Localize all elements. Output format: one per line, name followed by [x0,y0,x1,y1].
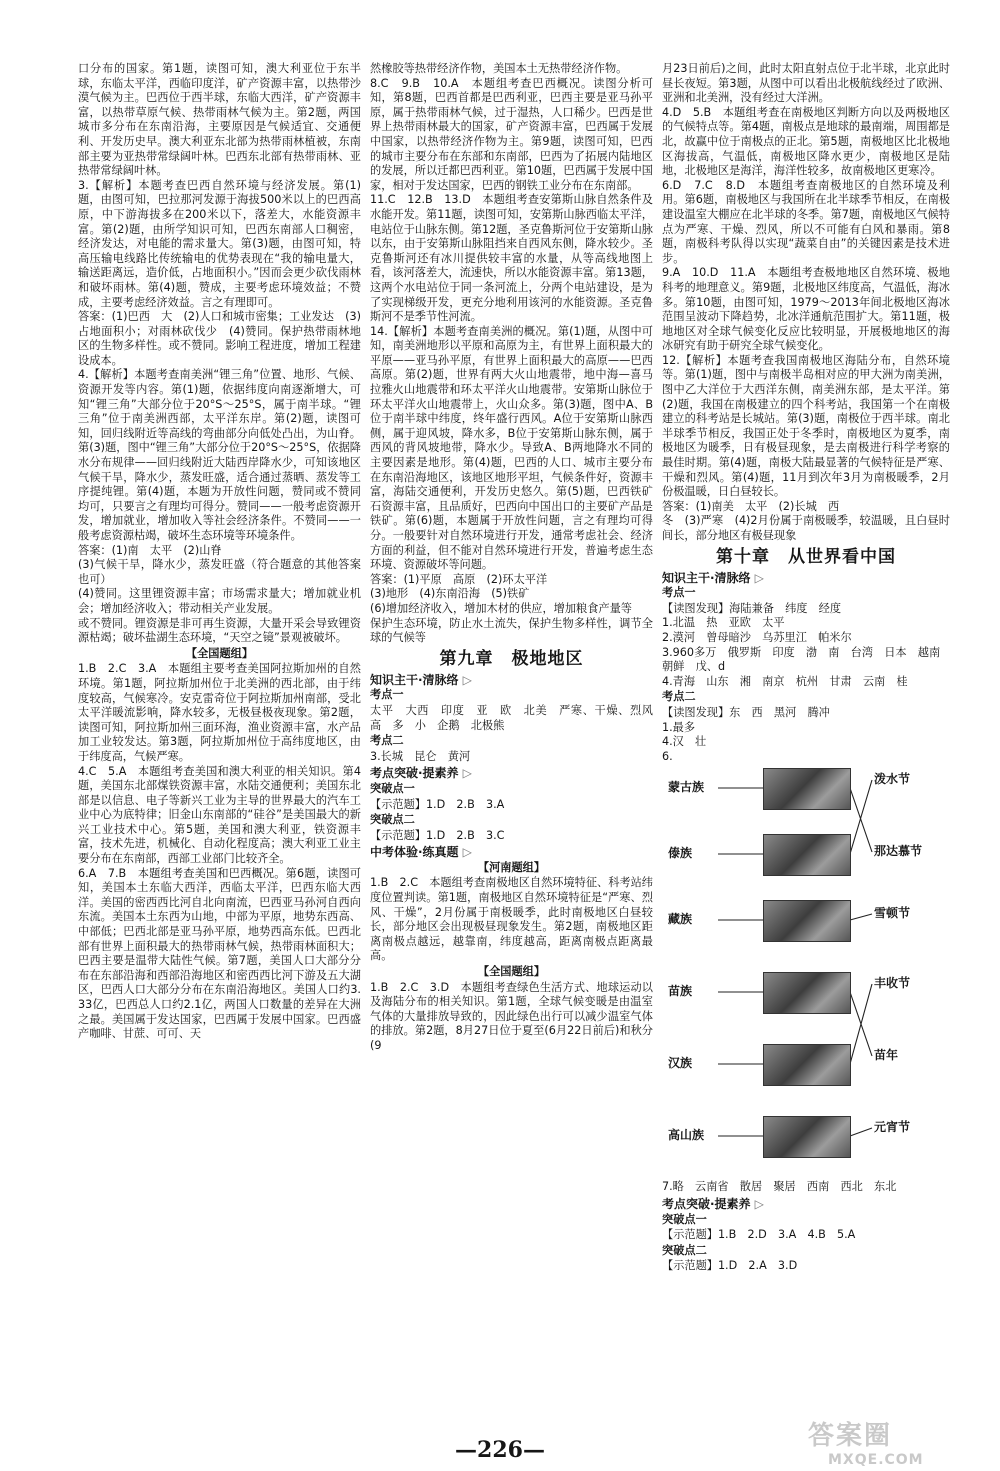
festival-photo [763,972,851,1014]
festival-label: 丰收节 [874,976,911,991]
ethnic-group-label: 高山族 [668,1128,705,1143]
arrow-icon: ▷ [462,845,472,860]
answer-paragraph: 或不赞同。锂资源是非可再生资源，大量开采会导致锂资源枯竭；破坏盐湖生态环境，“天空之镜”景观被破坏。 [78,616,361,645]
answer-paragraph: 8.C 9.B 10.A 本题组考查巴西概况。读图分析可知，第8题，巴西首都是巴西利亚，巴西主要是亚马孙平原，属于热带雨林气候，过于湿热，人口稀少。巴西是世界上热带雨林最大的国家，矿产资源丰富，巴西属于发展中国家，以热带经济作物为主。第9题，读图可知，巴西的城市主要分布在东部和东南部，巴西为了拓展内陆地区的发展，所以迁都巴西利亚。第10题，巴西属于发展中国家，相对于发达国家，巴西的钢铁工业分布在东南部。 [370,76,653,192]
festival-label: 雪顿节 [874,906,911,921]
kaodian-1-lines [662,602,950,690]
tupo-1-answer: 【示范题】1.B 2.D 3.A 4.B 5.A [662,1228,856,1242]
answer-paragraph: 14.【解析】本题考查南美洲的概况。第(1)题，从图中可知，南美洲地形以平原和高原为主，有世界上面积最大的平原——亚马孙平原，有世界上面积最大的高原——巴西高原。第(2)题，世界有两大火山地震带，地中海—喜马拉雅火山地震带和环太平洋火山地震带。安第斯山脉位于环太平洋火山地震带上，火山众多。第(3)题，图中A、B位于南半球中纬度，终年盛行西风。A位于安第斯山脉西侧，属于迎风坡，降水多，B位于安第斯山脉东侧，属于西风的背风坡地带，降水少。导致A、B两地降水不同的主要因素是地形。第(4)题，巴西的人口、城市主要分布在东南沿海地区，该地区地形平坦，气候条件好，资源丰富，海陆交通便利，开发历史悠久。第(5)题，巴西铁矿石资源丰富，且品质好，巴西向中国出口的主要矿产品是铁矿。第(6)题，本题属于开放性问题，言之有理均可得分。一般要针对自然环境进行开发，通常考虑社会、经济方面的利益，但不能对自然环境进行开发，普遍考虑生态环境、资源破坏等问题。 [370,324,653,572]
chapter-10-title: 第十章 从世界看中国 [716,546,896,567]
kaodian-1: 考点一 [662,586,696,600]
kaodian-2-lines [662,706,950,764]
matching-lines [662,766,950,1176]
section-exam: 中考体验·练真题 ▷ [370,845,472,860]
column-1 [78,62,361,1042]
kaodian-2-answer: 3.长城 昆仑 黄河 [370,749,471,763]
festival-label: 苗年 [874,1048,899,1063]
festival-photo [763,1044,851,1086]
column-2 [370,62,665,1054]
tupo-1: 突破点一 [370,781,415,795]
answer-paragraph: 4.【解析】本题考查南美洲“锂三角”位置、地形、气候、资源开发等内容。第(1)题，依据纬度向南逐渐增大，可知“锂三角”大部分位于20°S～25°S，属于南半球。“锂三角”位于南美洲西部，太平洋东岸。第(2)题，读图可知，回归线附近等高线的弯曲部分向低处凸出，为山脊。第(3)题，图中“锂三角”大部分位于20°S～25°S，依据降水分布规律——回归线附近大陆西岸降水少，可知该地区气候干旱，降水少，蒸发旺盛，适合通过蒸晒、蒸发等工序提纯锂。第(4)题，本题为开放性问题，赞同或不赞同均可，只要言之有理均可得分。赞同——一般考虑资源开发，增加就业，增加收入等社会经济条件。不赞同——一般考虑资源枯竭，破坏生态环境等环境条件。 [78,368,361,542]
answer-line: 1.北温 热 亚欧 太平 [662,616,785,630]
answer-paragraph: 冬 (3)严寒 (4)2月份属于南极暖季，较温暖，且白昼时间长，部分地区有极昼现象 [662,514,950,542]
national-group-heading: 【全国题组】 [477,965,546,979]
kaodian-2: 考点二 [662,690,696,704]
section-knowledge: 知识主干·清脉络 ▷ [370,672,472,687]
kaodian-2: 考点二 [370,734,404,748]
festival-label: 泼水节 [874,772,911,787]
answer-line: 【读图发现】东 西 黑河 腾冲 [662,705,830,719]
answer-paragraph: 然橡胶等热带经济作物，美国本土无热带经济作物。 [370,62,628,75]
festival-photo [763,900,851,942]
tupo-1-answer: 【示范题】1.D 2.B 3.A [370,797,505,811]
tupo-2-answer: 【示范题】1.D 2.B 3.C [370,828,505,842]
answer-paragraph: 口分布的国家。第1题，读图可知，澳大利亚位于东半球，东临太平洋，西临印度洋，矿产资源丰富，以热带沙漠气候为主。巴西位于西半球，东临大西洋，矿产资源丰富，以热带草原气候、热带雨林气候为主。第2题，两国城市多分布在东南沿海，主要原因是气候适宜、交通便利、开发历史早。澳大利亚东北部为热带雨林植被，东南部主要为亚热带常绿阔叶林。巴西东北部有热带雨林、亚热带常绿阔叶林。 [78,62,361,178]
henan-group-heading: 【河南题组】 [477,860,546,874]
question-7: 7.略 云南省 散居 聚居 西南 西北 东北 [662,1180,897,1194]
answer-line: 4.汉 壮 [662,735,707,749]
chapter-9-title: 第九章 极地地区 [439,648,584,669]
column-3-text [662,62,950,544]
tupo-2: 突破点二 [662,1243,707,1257]
kaodian-1-answer: 太平 大西 印度 亚 欧 北美 严寒、干燥、烈风 高 多 小 企鹅 北极熊 [370,703,665,732]
answer-paragraph: 答案：(1)巴西 大 (2)人口和城市密集；工业发达 (3)占地面积小；对雨林砍伐少 (4)赞同。保护热带雨林地区的生物多样性。或不赞同。影响工程进度，增加工程建设成本。 [78,310,361,367]
column-2-text [370,62,653,646]
answer-paragraph: 9.A 10.D 11.A 本题组考查极地地区自然环境、极地科考的地理意义。第9题，北极地区纬度高，气温低，海冰多。第10题，由图可知，1979～2013年间北极地区海冰范围呈波动下降趋势，北冰洋通航范围扩大。第11题，极地地区对全球气候变化反应比较明显，开展极地地区的海冰研究有助于研究全球气候变化。 [662,266,950,353]
tupo-2-answer: 【示范题】1.D 2.A 3.D [662,1259,798,1273]
match-line [850,1128,872,1136]
festival-photo [763,1116,851,1158]
festival-label: 那达慕节 [874,844,923,859]
henan-answer: 1.B 2.C 本题组考查南极地区自然环境特征、科考站纬度位置判读。第1题，南极地区自然环境特征是“严寒、烈风、干燥”，2月份属于南极暖季，此时南极地区白昼较长，部分地区会出现极昼现象发生。第2题，南极地区距离南极点越远，越靠南，纬度越高，距离南极点距离最高。 [370,876,653,963]
answer-line: 6. [662,749,673,763]
watermark-url: MXQE.COM [828,1452,924,1468]
ethnic-group-label: 汉族 [668,1056,693,1071]
national-answer: 1.B 2.C 3.D 本题组考查绿色生活方式、地球运动以及海陆分布的相关知识。第1题，全球气候变暖是由温室气体的大量排放导致的，因此绿色出行可以减少温室气体的排放。第2题，8月27日位于夏至(6月22日前后)和秋分(9 [370,980,653,1052]
answer-paragraph: (4)赞同。这里锂资源丰富；市场需求量大；增加就业机会；增加经济收入；带动相关产业发展。 [78,587,361,615]
answer-line: 2.漠河 曾母暗沙 乌苏里江 帕米尔 [662,630,852,644]
ethnic-group-label: 蒙古族 [668,780,705,795]
ethnic-group-label: 苗族 [668,984,693,999]
ethnic-festival-matching-figure [662,766,950,1176]
answer-line: 1.最多 [662,720,696,734]
answer-paragraph: (6)增加经济收入，增加木材的供应，增加粮食产量等 [370,601,632,615]
watermark-logo [808,1415,978,1467]
answer-paragraph: 保护生态环境，防止水土流失，保护生物多样性，调节全球的气候等 [370,616,653,645]
answer-paragraph: 答案：(1)南美 太平 (2)长城 西 [662,499,840,513]
arrow-icon: ▷ [462,766,472,781]
watermark-text: 答案圈 [808,1421,893,1451]
answer-paragraph: 3.【解析】本题考查巴西自然环境与经济发展。第(1)题，由图可知，巴拉那河发源于海拔500米以上的巴西高原，中下游海拔多在200米以下，落差大，水能资源丰富。第(2)题，由所学知识可知，巴西东南部人口稠密，经济发达，对电能的需求量大。第(3)题，由图可知，特高压输电线路比传统输电的优势表现在“我的输电量大，输送距离远，造价低，占地面积小。”因而会更少砍伐雨林和破坏雨林。第(4)题，赞成，主要考虑环境效益；不赞成，主要考虑经济效益。言之有理即可。 [78,178,361,309]
tupo-2: 突破点二 [370,813,415,827]
section-breakthrough: 考点突破·提素养 ▷ [370,766,472,781]
answer-paragraph: 6.D 7.C 8.D 本题组考查南极地区的自然环境及利用。第6题，南极地区与我国所在北半球季节相反，在南极建设温室大棚应在北半球的冬季。第7题，南极地区气候特点为严寒、干燥、烈风，所以不可能有白风和暴雨。第8题，南极科考队得以实现“蔬菜自由”的关键因素是技术进步。 [662,178,950,265]
answer-paragraph: 1.B 2.C 3.A 本题组主要考查美国阿拉斯加州的自然环境。第1题，阿拉斯加州位于北美洲的西北部，由于纬度较高，气候寒冷。安克雷奇位于阿拉斯加州南部，受北太平洋暖流影响，降水较多，无极昼极夜现象。第2题，读图可知，阿拉斯加州三面环海，渔业资源丰富，水产品加工业较发达。第3题，阿拉斯加州位于高纬度地区，由于纬度高，气候严寒。 [78,662,361,763]
page-number: —226— [455,1437,545,1463]
answer-paragraph: (3)气候干旱，降水少，蒸发旺盛（符合题意的其他答案也可） [78,558,361,586]
arrow-icon: ▷ [462,672,472,687]
answer-line: 4.青海 山东 湘 南京 杭州 甘肃 云南 桂 [662,674,908,688]
ethnic-group-label: 傣族 [668,846,693,861]
answer-paragraph: 月23日前后)之间，此时太阳直射点位于北半球，北京此时昼长夜短。第3题，从图中可以看出北极航线经过了欧洲、亚洲和北美洲，没有经过大洋洲。 [662,62,950,105]
section-breakthrough: 考点突破·提素养 ▷ [662,1196,764,1211]
answer-paragraph: 4.C 5.A 本题组考查美国和澳大利亚的相关知识。第4题，美国东北部煤铁资源丰富，水陆交通便利；美国东北部是以信息、电子等新兴工业为主导的世界最大的汽车工业中心为底特律；旧金山东南部的“硅谷”是美国最大的新兴工业技术中心。第5题，美国和澳大利亚，铁资源丰富，技术先进，机械化、自动化程度高；澳大利亚工业主要分布在东南部，西部工业部门比较齐全。 [78,764,361,866]
festival-photo [763,834,851,876]
answer-line: 【读图发现】海陆兼备 纬度 经度 [662,601,842,615]
answer-paragraph: 11.C 12.B 13.D 本题组考查安第斯山脉自然条件及水能开发。第11题，读图可知，安第斯山脉西临太平洋，电站位于山脉东侧。第12题，圣克鲁斯河位于安第斯山脉以东，由于安第斯山脉阻挡来自西风东侧，降水较少。圣克鲁斯河还有冰川提供较丰富的水量，从等高线地图上看，该河落差大，流速快，所以水能资源丰富。第13题，这两个水电站位于同一条河流上，分两个电站建设，是为了实现梯级开发，更充分地利用该河的水能资源。圣克鲁斯河不是季节性河流。 [370,193,653,324]
answer-paragraph: 6.A 7.B 本题组考查美国和巴西概况。第6题，读图可知，美国本土东临大西洋，西临太平洋，巴西东临大西洋。美国的密西西比河自北向南流，巴西亚马孙河自西向东流。美国本土东西为山地，中部为平原，地势东西高、中部低；巴西北部是亚马孙平原，地势西高东低。巴西北部有世界上面积最大的热带雨林气候，热带雨林面积大；巴西主要是温带大陆性气候。第7题，美国人口大部分分布在东部沿海和西部沿海地区和密西西比河下游及五大湖区，巴西人口大部分分布在东南沿海地区。美国人口约3.33亿，巴西总人口约2.1亿，两国人口数量的差异在大洲之最。美国属于发达国家，巴西属于发展中国家。巴西盛产咖啡、甘蔗、可可、天 [78,866,361,1041]
answer-paragraph: 答案：(1)南 太平 (2)山脊 [78,543,222,557]
answer-paragraph: 4.D 5.B 本题组考查在南极地区判断方向以及两极地区的气候特点等。第4题，南极点是地球的最南端，周围都是北，故赢中位于南极点的正北。第5题，南极地区比北极地区海拔高，气温低，南极地区降水更少，南极地区是陆地，北极地区是海洋，海洋性较多，故南极地区更寒冷。 [662,105,950,178]
festival-photo [763,768,851,810]
ethnic-group-label: 藏族 [668,912,693,927]
answer-paragraph: (3)地形 (4)东南沿海 (5)铁矿 [370,587,530,601]
group-heading: 【全国题组】 [185,646,254,660]
arrow-icon: ▷ [754,1196,764,1211]
arrow-icon: ▷ [754,570,764,585]
answer-paragraph: 12.【解析】本题考查我国南极地区海陆分布，自然环境等。第(1)题，图中与南极半岛相对应的甲大洲为南美洲，图中乙大洋位于大西洋东侧，南美洲东部，是太平洋。第(2)题，我国在南极建立的四个科考站，我国第一个在南极建立的科考站是长城站。第(3)题，南极位于西半球。南北半球季节相反，我国正处于冬季时，南极地区为夏季，南极地区为暖季，日有极昼现象，是去南极进行科学考察的最佳时期。第(4)题，南极大陆最显著的气候特征是严寒、干燥和烈风。第(4)题，11月到次年3月为南极暖季，2月份极温暖，日白昼较长。 [662,353,950,499]
match-line [850,984,872,1064]
tupo-1: 突破点一 [662,1212,707,1226]
section-knowledge: 知识主干·清脉络 ▷ [662,570,764,585]
kaodian-1: 考点一 [370,688,404,702]
match-line [850,914,872,920]
answer-line: 3.960多万 俄罗斯 印度 渤 南 台湾 日本 越南 朝鲜 戊、d [662,645,952,674]
festival-label: 元宵节 [874,1120,911,1135]
answer-paragraph: 答案：(1)平原 高原 (2)环太平洋 [370,572,548,586]
column-3 [662,62,950,1274]
